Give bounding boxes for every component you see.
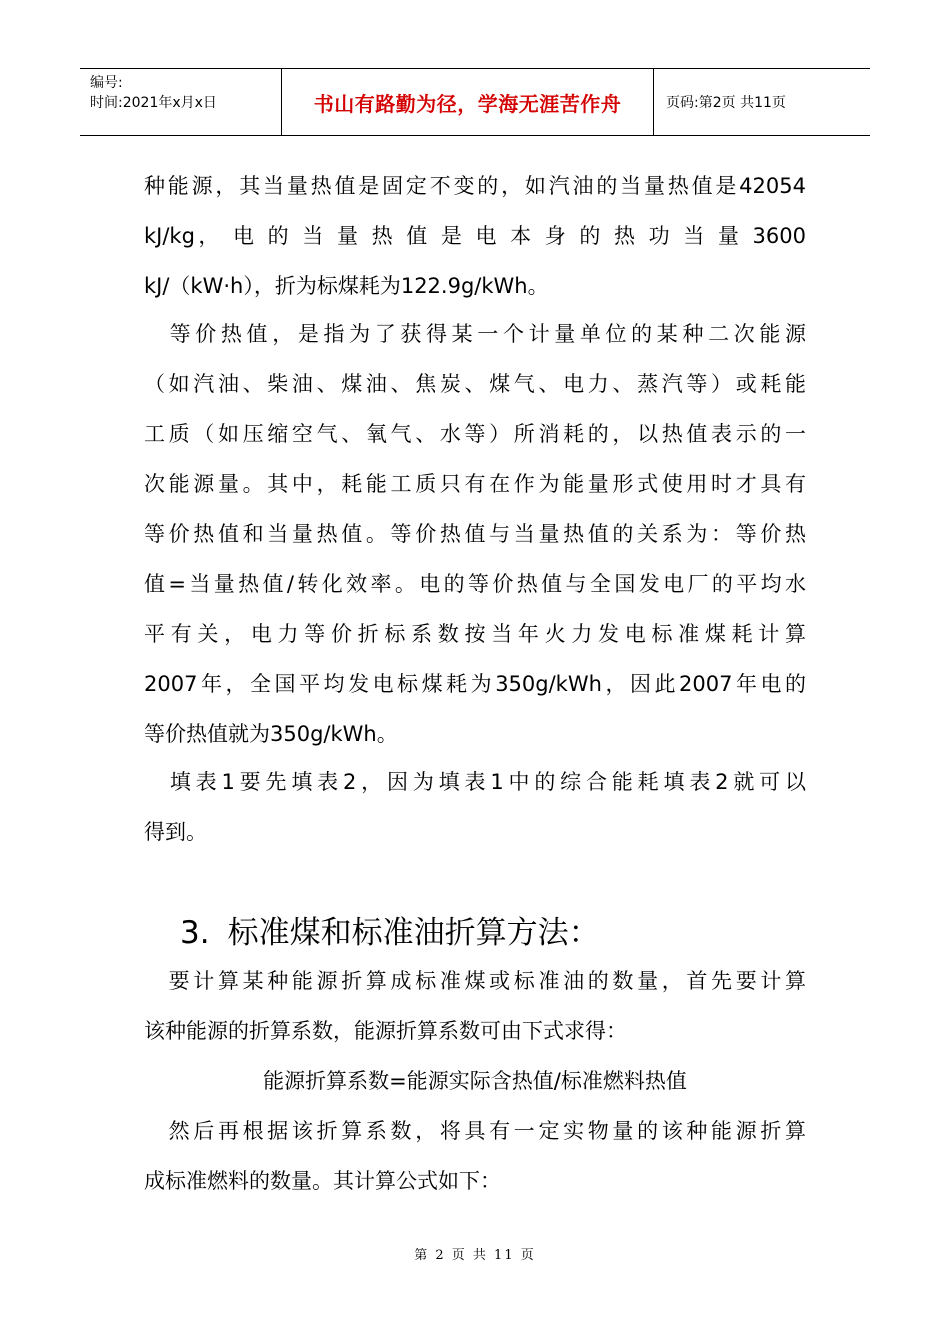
number-label: 编号: [90,75,123,91]
text-line: 等价热值，是指为了获得某一个计量单位的某种二次能源 [144,322,806,346]
text-line: 次能源量。其中，耗能工质只有在作为能量形式使用时才具有 [144,472,806,496]
header-page-info: 页码:第2页 共11页 [666,95,786,111]
text-line: 该种能源的折算系数，能源折算系数可由下式求得： [144,1019,627,1043]
text-line: 值=当量热值/转化效率。电的等价热值与全国发电厂的平均水 [144,572,806,596]
paragraph-2 [144,309,806,759]
section-title: 标准煤和标准油折算方法： [227,915,600,951]
paragraph-3 [144,757,806,857]
page-footer: 第 2 页 共 11 页 [414,1248,536,1263]
text-line: （如汽油、柴油、煤油、焦炭、煤气、电力、蒸汽等）或耗能 [144,372,806,396]
text-line: 2007年，全国平均发电标煤耗为350g/kWh，因此2007年电的 [144,672,806,696]
text-line: 要计算某种能源折算成标准煤或标准油的数量，首先要计算 [144,969,806,993]
text-line: 成标准燃料的数量。其计算公式如下： [144,1169,501,1193]
paragraph-1 [144,161,806,311]
header-motto: 书山有路勤为径，学海无涯苦作舟 [282,69,654,135]
text-line: 工质（如压缩空气、氧气、水等）所消耗的，以热值表示的一 [144,422,806,446]
text-line: 然后再根据该折算系数，将具有一定实物量的该种能源折算 [144,1119,806,1143]
document-header [80,68,870,136]
text-line: kJ/（kW·h），折为标煤耗为122.9g/kWh。 [144,274,549,298]
header-meta [80,69,282,135]
section-number: 3. [180,915,210,951]
section-heading [180,905,600,961]
paragraph-4 [144,956,806,1056]
text-line: 等价热值和当量热值。等价热值与当量热值的关系为：等价热 [144,522,806,546]
text-line: 种能源，其当量热值是固定不变的，如汽油的当量热值是42054 [144,174,806,198]
text-line: 平有关，电力等价折标系数按当年火力发电标准煤耗计算 [144,622,806,646]
text-line: kJ/kg， 电 的 当 量 热 值 是 电 本 身 的 热 功 当 量 3600 [144,224,806,248]
formula-line: 能源折算系数=能源实际含热值/标准燃料热值 [263,1069,687,1093]
paragraph-5 [144,1106,806,1206]
text-line: 填表1要先填表2，因为填表1中的综合能耗填表2就可以 [144,770,806,794]
time-label: 时间:2021年x月x日 [90,95,217,111]
text-line: 等价热值就为350g/kWh。 [144,722,398,746]
text-line: 得到。 [144,820,207,844]
